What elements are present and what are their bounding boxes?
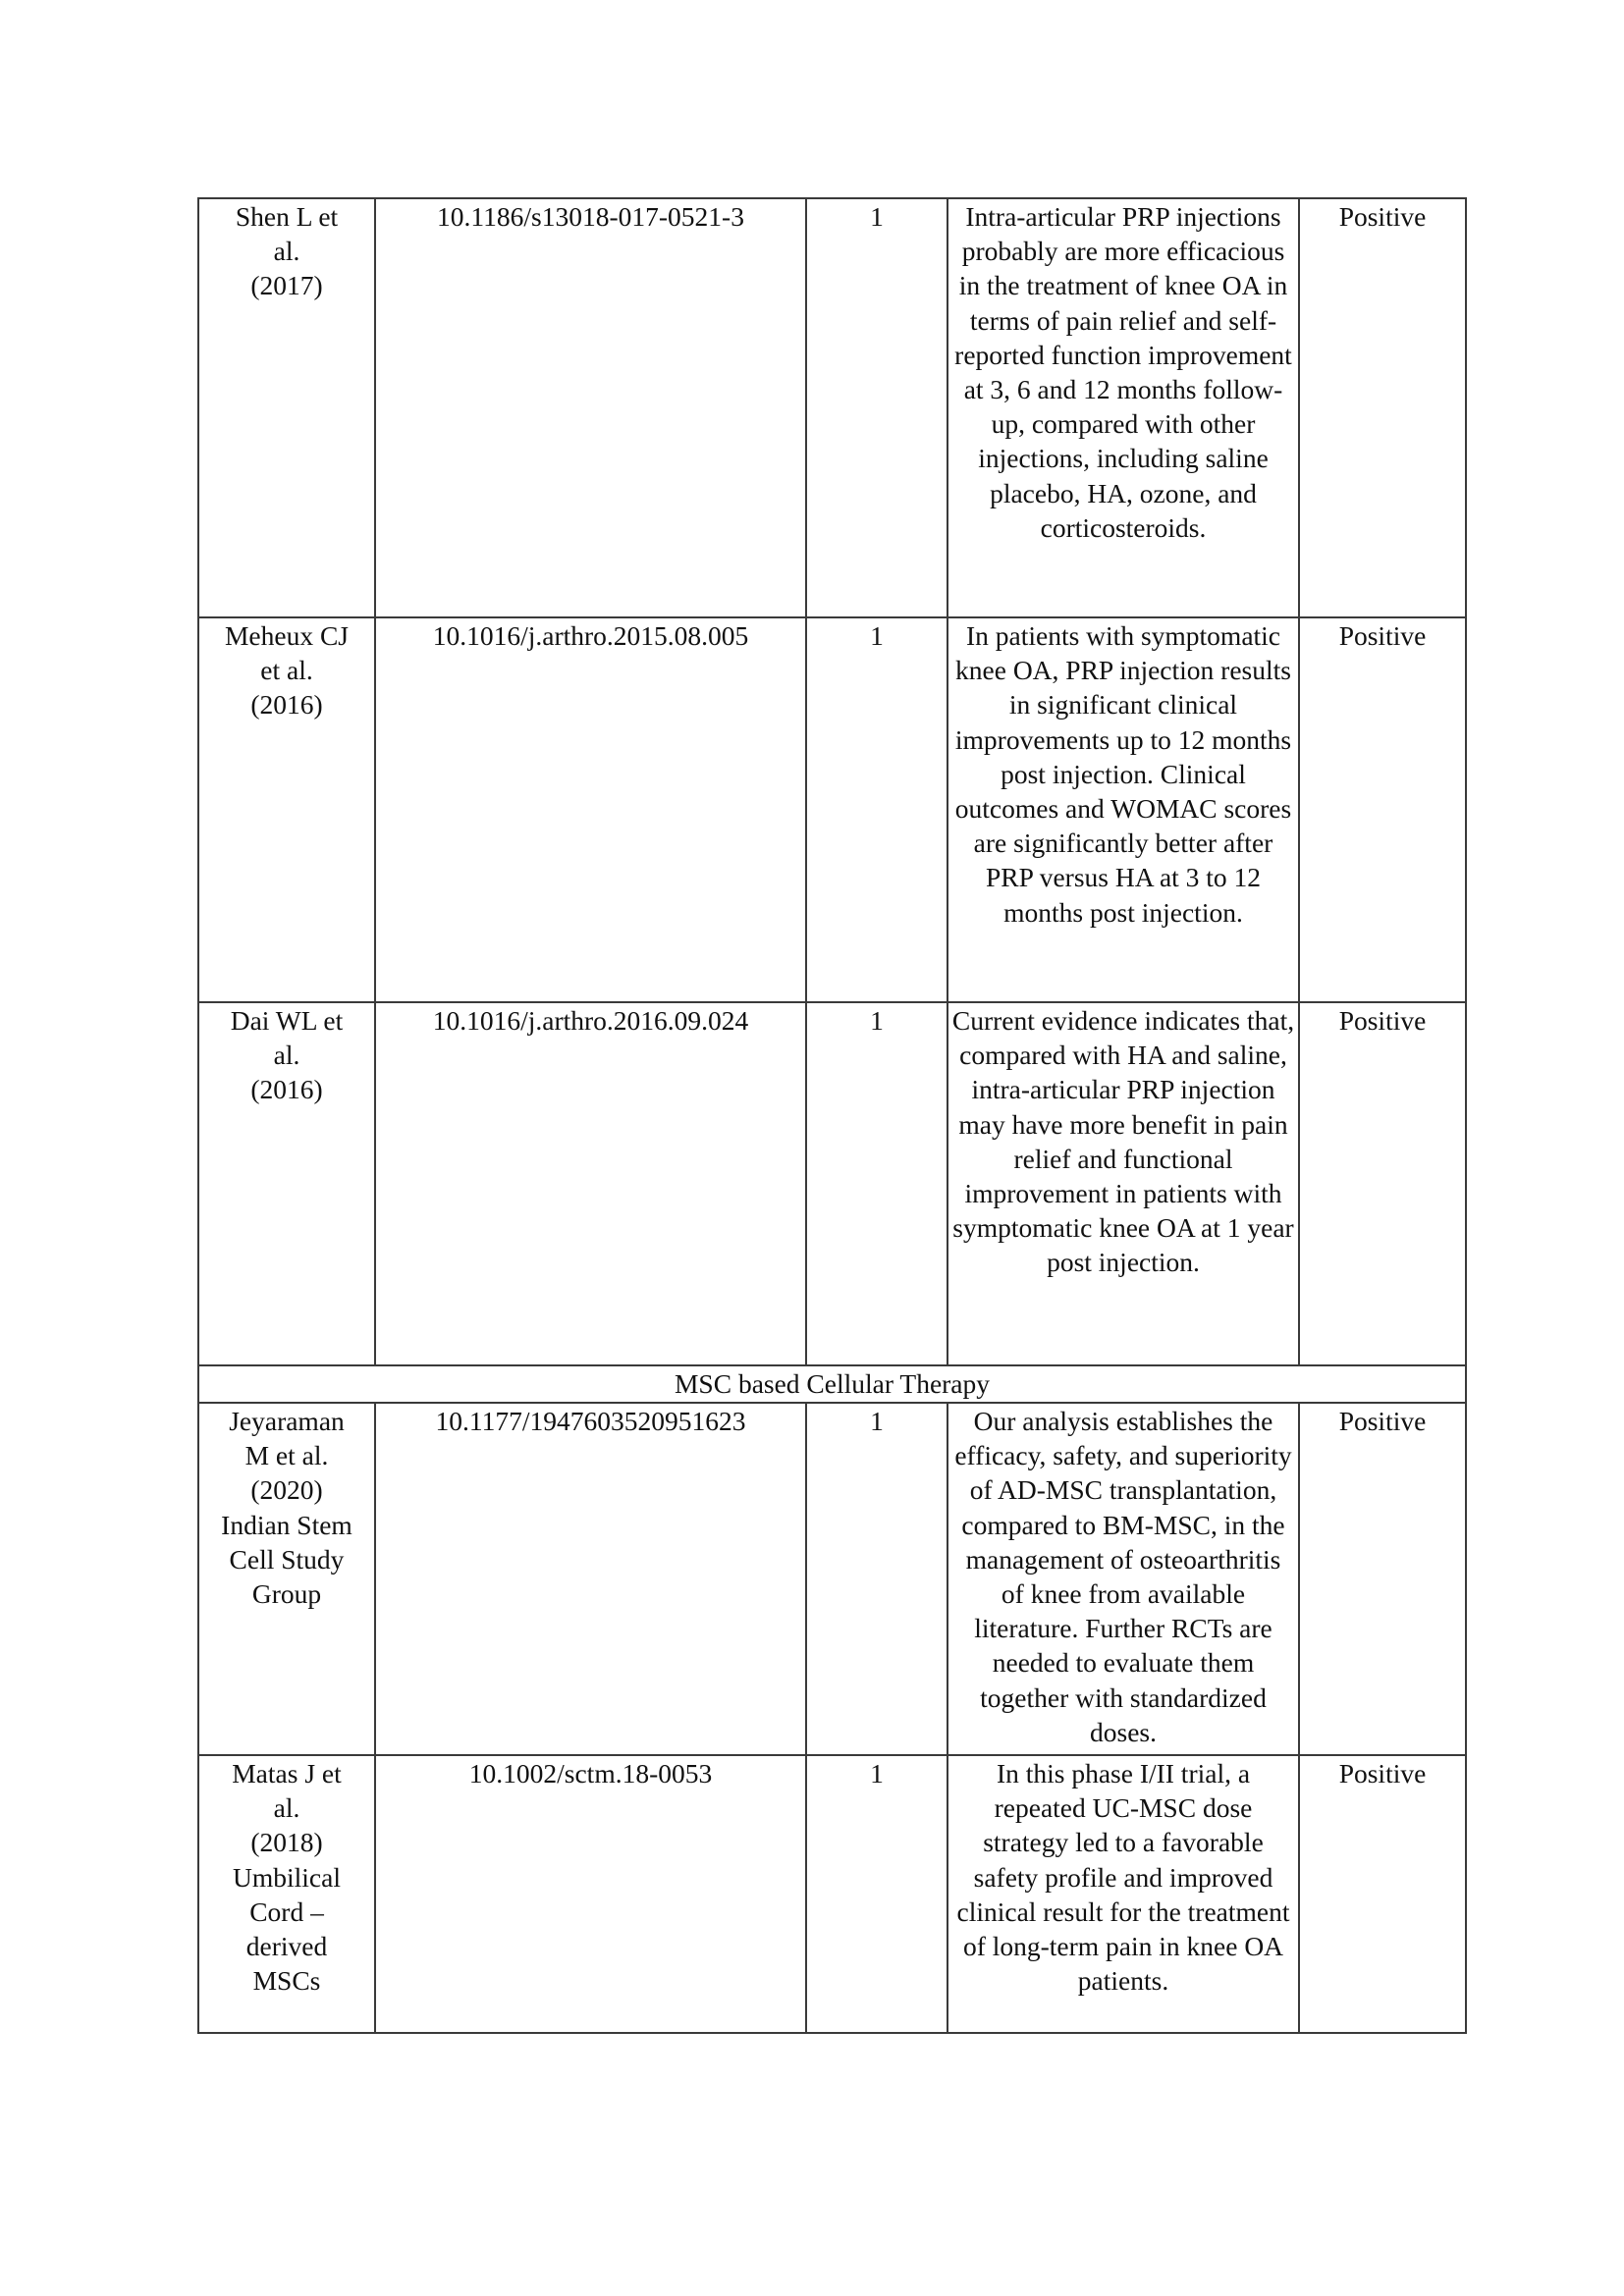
outcome-cell: Positive	[1299, 1002, 1466, 1365]
table-row	[198, 1002, 1466, 1365]
conclusion-cell: Our analysis establishes the efficacy, safety, and superiority of AD-MSC transplantation, compared to BM-MSC, in the management of osteoarthritis of knee from available literature. Further RCTs are needed to evaluate them together with standardized doses.	[947, 1403, 1299, 1755]
section-heading: MSC based Cellular Therapy	[198, 1365, 1466, 1403]
doi-cell: 10.1016/j.arthro.2015.08.005	[375, 617, 806, 1002]
outcome-cell: Positive	[1299, 617, 1466, 1002]
section-row	[198, 1365, 1466, 1403]
conclusion-cell: In this phase I/II trial, a repeated UC-MSC dose strategy led to a favorable safety profile and improved clinical result for the treatment of long-term pain in knee OA patients.	[947, 1755, 1299, 2033]
outcome-cell: Positive	[1299, 1403, 1466, 1755]
evidence-level-cell: 1	[806, 1403, 947, 1755]
evidence-level-cell: 1	[806, 617, 947, 1002]
conclusion-cell: Current evidence indicates that, compared with HA and saline, intra-articular PRP injection may have more benefit in pain relief and functional improvement in patients with symptomatic knee OA at 1 year post injection.	[947, 1002, 1299, 1365]
doi-cell: 10.1002/sctm.18-0053	[375, 1755, 806, 2033]
evidence-table	[197, 197, 1467, 2034]
doi-cell: 10.1186/s13018-017-0521-3	[375, 198, 806, 617]
outcome-cell: Positive	[1299, 1755, 1466, 2033]
evidence-level-cell: 1	[806, 1755, 947, 2033]
conclusion-cell: In patients with symptomatic knee OA, PRP injection results in significant clinical improvements up to 12 months post injection. Clinical outcomes and WOMAC scores are significantly better after PRP versus HA at 3 to 12 months post injection.	[947, 617, 1299, 1002]
table-row	[198, 617, 1466, 1002]
evidence-level-cell: 1	[806, 198, 947, 617]
table-row	[198, 1403, 1466, 1755]
evidence-level-cell: 1	[806, 1002, 947, 1365]
outcome-cell: Positive	[1299, 198, 1466, 617]
author-cell: Dai WL et al. (2016)	[198, 1002, 375, 1365]
conclusion-cell: Intra-articular PRP injections probably are more efficacious in the treatment of knee OA in terms of pain relief and self-reported function improvement at 3, 6 and 12 months follow-up, compared with other injections, including saline placebo, HA, ozone, and corticosteroids.	[947, 198, 1299, 617]
author-cell: Jeyaraman M et al. (2020) Indian Stem Cell Study Group	[198, 1403, 375, 1755]
author-cell: Shen L et al. (2017)	[198, 198, 375, 617]
doi-cell: 10.1016/j.arthro.2016.09.024	[375, 1002, 806, 1365]
doi-cell: 10.1177/1947603520951623	[375, 1403, 806, 1755]
author-cell: Meheux CJ et al. (2016)	[198, 617, 375, 1002]
author-cell: Matas J et al. (2018) Umbilical Cord – derived MSCs	[198, 1755, 375, 2033]
table-row	[198, 198, 1466, 617]
table-row	[198, 1755, 1466, 2033]
